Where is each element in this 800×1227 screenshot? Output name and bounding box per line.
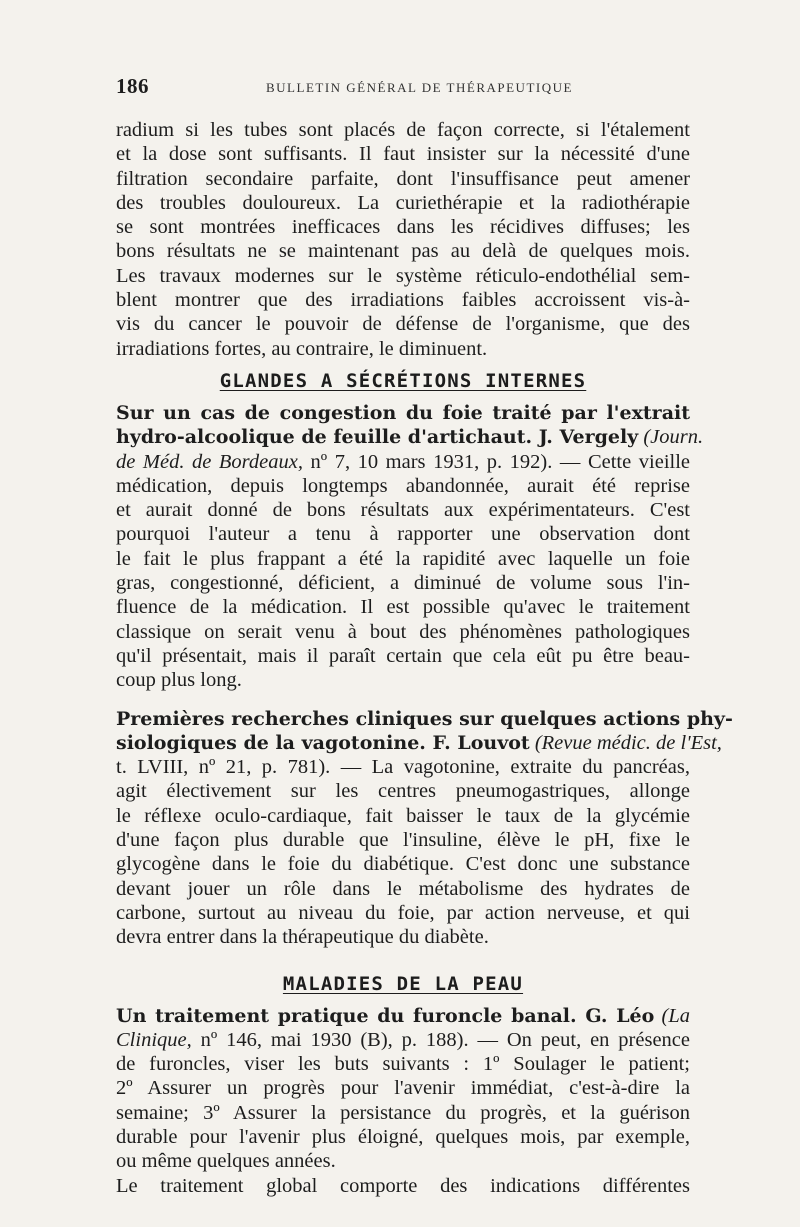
paragraph-radium: [116, 118, 690, 361]
body-text: [116, 118, 733, 1198]
article-title-part: hydro-alcoolique de feuille d'artichaut. J. Vergely: [116, 426, 639, 449]
text-line: 2º Assurer un progrès pour l'avenir immédiat, c'est-à-dire la: [116, 1077, 690, 1100]
text-line: gras, congestionné, déficient, a diminué de volume sous l'in-: [116, 572, 690, 595]
text-line: de furoncles, viser les buts suivants : 1º Soulager le patient;: [116, 1053, 690, 1076]
section-heading-glandes: GLANDES A SÉCRÉTIONS INTERNES: [219, 369, 587, 392]
text-line: vis du cancer le pouvoir de défense de l'organisme, que des: [116, 313, 690, 336]
text-line: [116, 1004, 690, 1028]
text-line: [116, 731, 722, 755]
citation-rest: nº 7, 10 mars 1931, p. 192). — Cette vieille: [310, 450, 691, 473]
section-heading-peau: MALADIES DE LA PEAU: [282, 972, 524, 995]
text-line: Le traitement global comporte des indications différentes: [116, 1174, 690, 1197]
text-line: classique on serait venu à bout des phénomènes pathologiques: [116, 620, 690, 643]
citation-part: (La: [661, 1004, 691, 1027]
citation-part: (Revue médic. de l'Est,: [534, 731, 722, 754]
text-line: carbone, surtout au niveau du foie, par action nerveuse, et qui: [116, 901, 690, 924]
text-line: le fait le plus frappant a été la rapidité avec laquelle un foie: [116, 547, 690, 570]
text-line: ou même quelques années.: [116, 1150, 336, 1173]
text-line: et la dose sont suffisants. Il faut insister sur la nécessité d'une: [116, 143, 690, 166]
article-vagotonine: [116, 707, 733, 950]
citation-part: (Journ.: [643, 426, 704, 449]
text-line: agit électivement sur les centres pneumogastriques, allonge: [116, 780, 690, 803]
journal-title: BULLETIN GÉNÉRAL DE THÉRAPEUTIQUE: [266, 80, 573, 95]
text-line: irradiations fortes, au contraire, le diminuent.: [116, 337, 488, 360]
citation-part: Clinique,: [116, 1028, 192, 1051]
spacer: [116, 693, 690, 707]
text-line: fluence de la médication. Il est possible qu'avec le traitement: [116, 596, 690, 619]
text-line: et aurait donné de bons résultats aux expérimentateurs. C'est: [116, 499, 690, 522]
article-furoncle: [116, 1004, 690, 1198]
running-header: [116, 74, 691, 98]
text-line: devra entrer dans la thérapeutique du diabète.: [116, 926, 489, 949]
article-artichaut: [116, 401, 704, 693]
spacer: [116, 950, 690, 964]
citation-rest: nº 146, mai 1930 (B), p. 188). — On peut, en présence: [200, 1028, 690, 1051]
text-line: [116, 425, 704, 449]
text-line: bons résultats ne se maintenant pas au delà de quelques mois.: [116, 240, 690, 263]
text-line: glycogène dans le foie du diabétique. C'est donc une substance: [116, 853, 690, 876]
text-line: blent montrer que des irradiations faibles accroissent vis-à-: [116, 289, 690, 312]
page-number: 186: [116, 74, 149, 98]
article-title-line: Sur un cas de congestion du foie traité par l'extrait: [116, 401, 690, 424]
text-line: [116, 1028, 690, 1052]
text-line: filtration secondaire parfaite, dont l'insuffisance peut amener: [116, 167, 690, 190]
text-line: [116, 450, 690, 474]
text-line: se sont montrées inefficaces dans les récidives diffuses; les: [116, 216, 690, 239]
text-line: t. LVIII, nº 21, p. 781). — La vagotonine, extraite du pancréas,: [116, 756, 690, 779]
text-line: Les travaux modernes sur le système réticulo-endothélial sem-: [116, 264, 690, 287]
text-line: coup plus long.: [116, 669, 242, 692]
text-line: durable pour l'avenir plus éloigné, quelques mois, par exemple,: [116, 1125, 690, 1148]
text-line: semaine; 3º Assurer la persistance du progrès, et la guérison: [116, 1101, 690, 1124]
text-line: le réflexe oculo-cardiaque, fait baisser le taux de la glycémie: [116, 804, 690, 827]
article-title-part: Un traitement pratique du furoncle banal. G. Léo: [116, 1004, 655, 1027]
citation-part: de Méd. de Bordeaux,: [116, 450, 303, 473]
text-line: des troubles douloureux. La curiethérapie et la radiothérapie: [116, 191, 690, 214]
article-title-line: Premières recherches cliniques sur quelques actions phy-: [116, 707, 733, 730]
text-line: médication, depuis longtemps abandonnée, aurait été reprise: [116, 474, 690, 497]
text-line: qu'il présentait, mais il paraît certain que cela eût pu être beau-: [116, 644, 690, 667]
text-line: radium si les tubes sont placés de façon correcte, si l'étalement: [116, 119, 690, 141]
text-line: devant jouer un rôle dans le métabolisme des hydrates de: [116, 877, 690, 900]
article-title-part: siologiques de la vagotonine. F. Louvot: [116, 731, 530, 754]
text-line: pourquoi l'auteur a tenu à rapporter une observation dont: [116, 523, 690, 546]
text-line: d'une façon plus durable que l'insuline, élève le pH, fixe le: [116, 829, 690, 852]
